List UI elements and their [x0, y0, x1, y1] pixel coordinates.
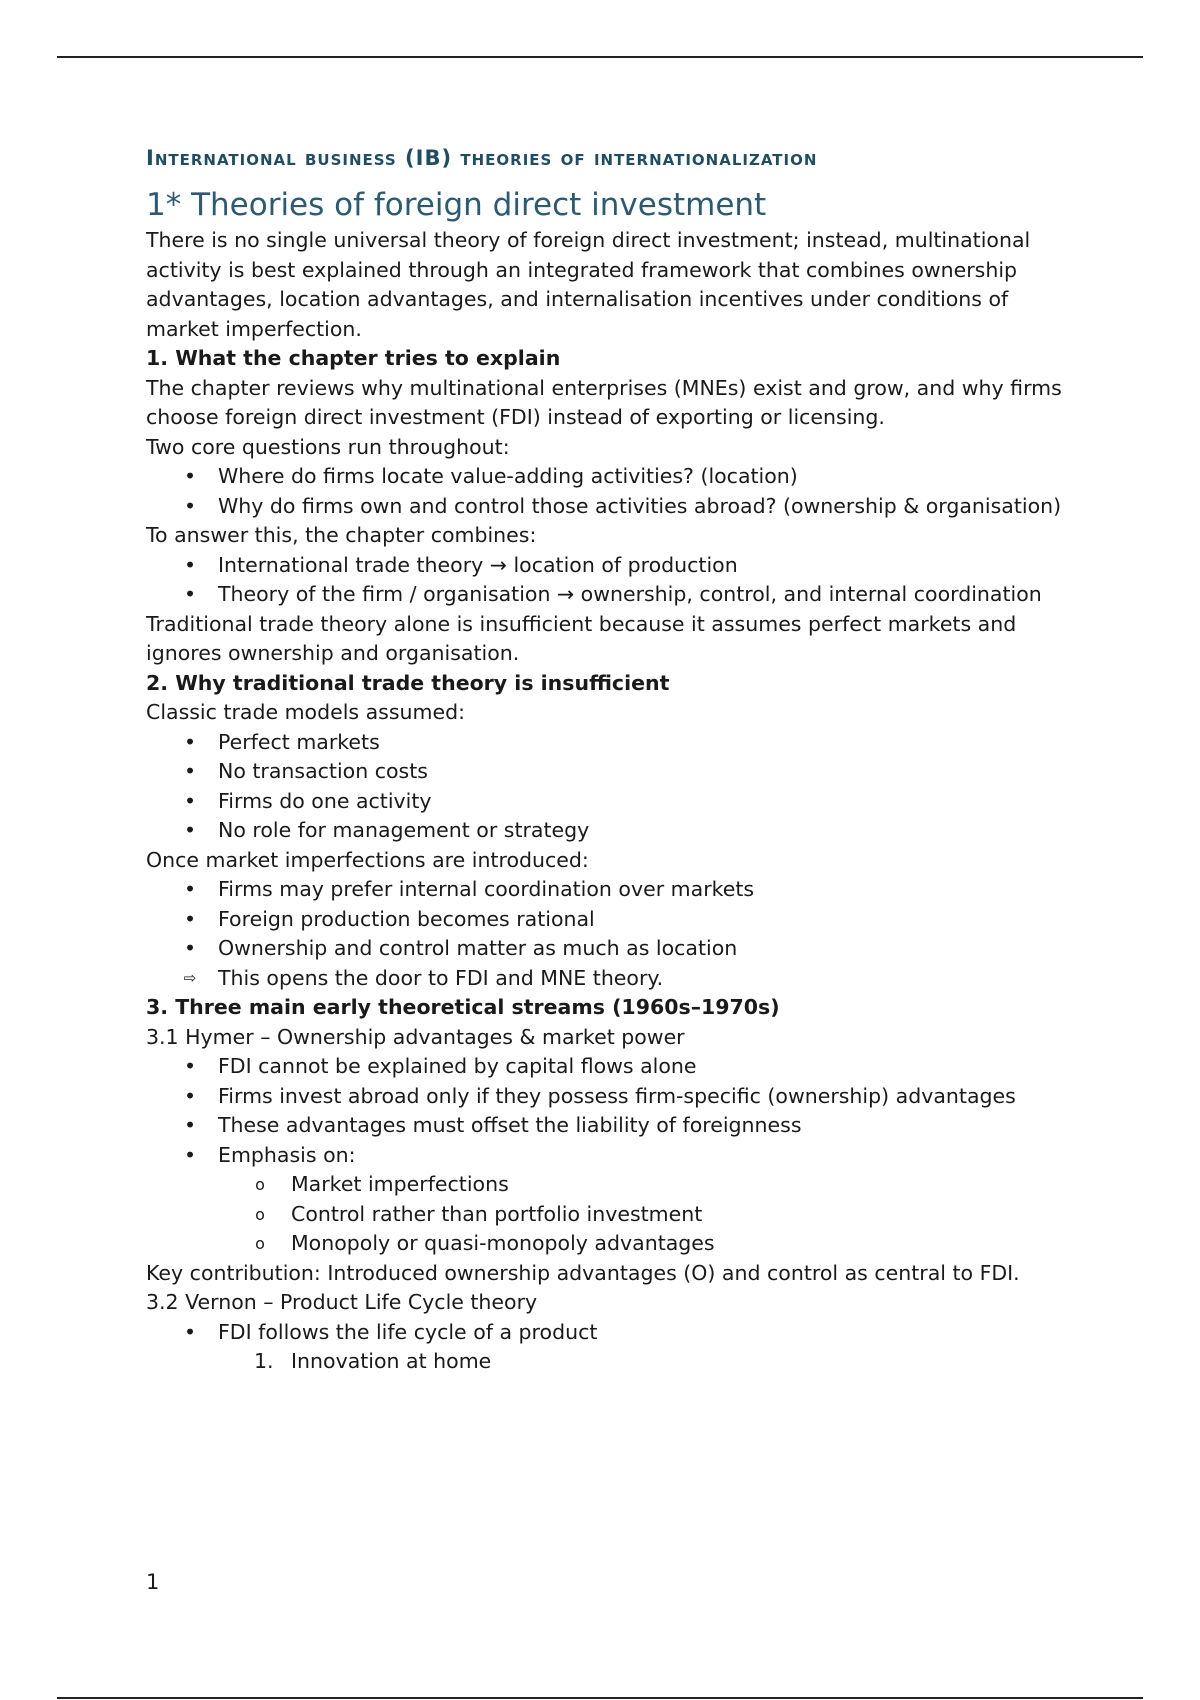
- paragraph: Key contribution: Introduced ownership advantages (O) and control as central to FDI.: [146, 1260, 1020, 1285]
- bullet-list: [146, 1052, 1076, 1170]
- list-item: • Theory of the firm / organisation → ownership, control, and internal coordination: [146, 580, 1076, 610]
- list-item: • International trade theory → location of production: [146, 551, 1076, 581]
- bullet-list: [146, 551, 1076, 610]
- list-item: o Market imperfections: [146, 1170, 1076, 1200]
- list-item: • Perfect markets: [146, 728, 1076, 758]
- page-content: [146, 146, 1076, 1377]
- bullet-icon: •: [183, 552, 197, 577]
- bullet-icon: •: [183, 582, 197, 606]
- bullet-icon: •: [183, 1142, 197, 1167]
- list-number: 1.: [254, 1349, 274, 1373]
- sub-bullet-list: [146, 1170, 1076, 1259]
- paragraph: To answer this, the chapter combines:: [146, 523, 537, 547]
- list-item: o Control rather than portfolio investment: [146, 1200, 1076, 1230]
- paragraph: Classic trade models assumed:: [146, 700, 466, 724]
- bullet-list: [146, 875, 1076, 993]
- arrow-icon: ⇨: [183, 968, 197, 987]
- list-item: • Emphasis on:: [146, 1141, 1076, 1171]
- list-item: 1. Innovation at home: [146, 1347, 1076, 1377]
- bullet-icon: •: [183, 1113, 197, 1137]
- bullet-icon: •: [183, 1054, 197, 1078]
- intro-paragraph: There is no single universal theory of foreign direct investment; instead, multinational activity is best explained through an integrated framework that combines ownership advantages, location advantages, and internalisation incentives under conditions of market imperfection.: [146, 228, 1031, 341]
- list-item: o Monopoly or quasi-monopoly advantages: [146, 1229, 1076, 1259]
- list-item: • Firms do one activity: [146, 787, 1076, 817]
- header-rule: [57, 56, 1143, 58]
- list-item: ⇨ This opens the door to FDI and MNE theory.: [146, 964, 1076, 994]
- subsection-heading: 3.2 Vernon – Product Life Cycle theory: [146, 1290, 538, 1314]
- paragraph: Traditional trade theory alone is insufficient because it assumes perfect markets and ignores ownership and organisation.: [146, 611, 1017, 665]
- bullet-list: [146, 728, 1076, 846]
- list-item: • Why do firms own and control those activities abroad? (ownership & organisation): [146, 492, 1076, 522]
- list-item: • Ownership and control matter as much as location: [146, 934, 1076, 964]
- bullet-icon: •: [183, 759, 197, 783]
- numbered-list: [146, 1347, 1076, 1377]
- section-2-heading: 2. Why traditional trade theory is insufficient: [146, 670, 670, 695]
- list-item: • These advantages must offset the liability of foreignness: [146, 1111, 1076, 1141]
- paragraph: Once market imperfections are introduced:: [146, 847, 589, 872]
- bullet-icon: •: [183, 788, 197, 813]
- paragraph: Two core questions run throughout:: [146, 434, 510, 459]
- list-item: • Foreign production becomes rational: [146, 905, 1076, 935]
- bullet-icon: •: [183, 729, 197, 754]
- circle-bullet-icon: o: [255, 1204, 265, 1224]
- paragraph: The chapter reviews why multinational enterprises (MNEs) exist and grow, and why firms choose foreign direct investment (FDI) instead of exporting or licensing.: [146, 375, 1062, 429]
- list-item: • No role for management or strategy: [146, 816, 1076, 846]
- page-title: 1* Theories of foreign direct investment: [146, 187, 767, 223]
- list-item: • No transaction costs: [146, 757, 1076, 787]
- bullet-icon: •: [183, 877, 197, 901]
- bullet-icon: •: [183, 906, 197, 931]
- subsection-heading: 3.1 Hymer – Ownership advantages & market power: [146, 1024, 685, 1049]
- section-3-heading: 3. Three main early theoretical streams (1960s–1970s): [146, 995, 780, 1019]
- page-number: 1: [146, 1570, 160, 1594]
- circle-bullet-icon: o: [255, 1234, 265, 1253]
- section-1-heading: 1. What the chapter tries to explain: [146, 346, 561, 370]
- bullet-icon: •: [183, 818, 197, 842]
- bullet-icon: •: [183, 493, 197, 518]
- bullet-list: [146, 462, 1076, 521]
- list-item: • Firms invest abroad only if they possess firm-specific (ownership) advantages: [146, 1082, 1076, 1112]
- bullet-icon: •: [183, 936, 197, 960]
- bullet-icon: •: [183, 1319, 197, 1344]
- footer-rule: [57, 1697, 1143, 1699]
- list-item: • FDI follows the life cycle of a product: [146, 1318, 1076, 1348]
- list-item: • Where do firms locate value-adding activities? (location): [146, 462, 1076, 492]
- list-item: • FDI cannot be explained by capital flows alone: [146, 1052, 1076, 1082]
- list-item: • Firms may prefer internal coordination over markets: [146, 875, 1076, 905]
- bullet-icon: •: [183, 464, 197, 488]
- bullet-list: [146, 1318, 1076, 1348]
- bullet-icon: •: [183, 1083, 197, 1108]
- document-kicker: International business (IB) theories of internationalization: [146, 146, 818, 170]
- circle-bullet-icon: o: [255, 1175, 265, 1194]
